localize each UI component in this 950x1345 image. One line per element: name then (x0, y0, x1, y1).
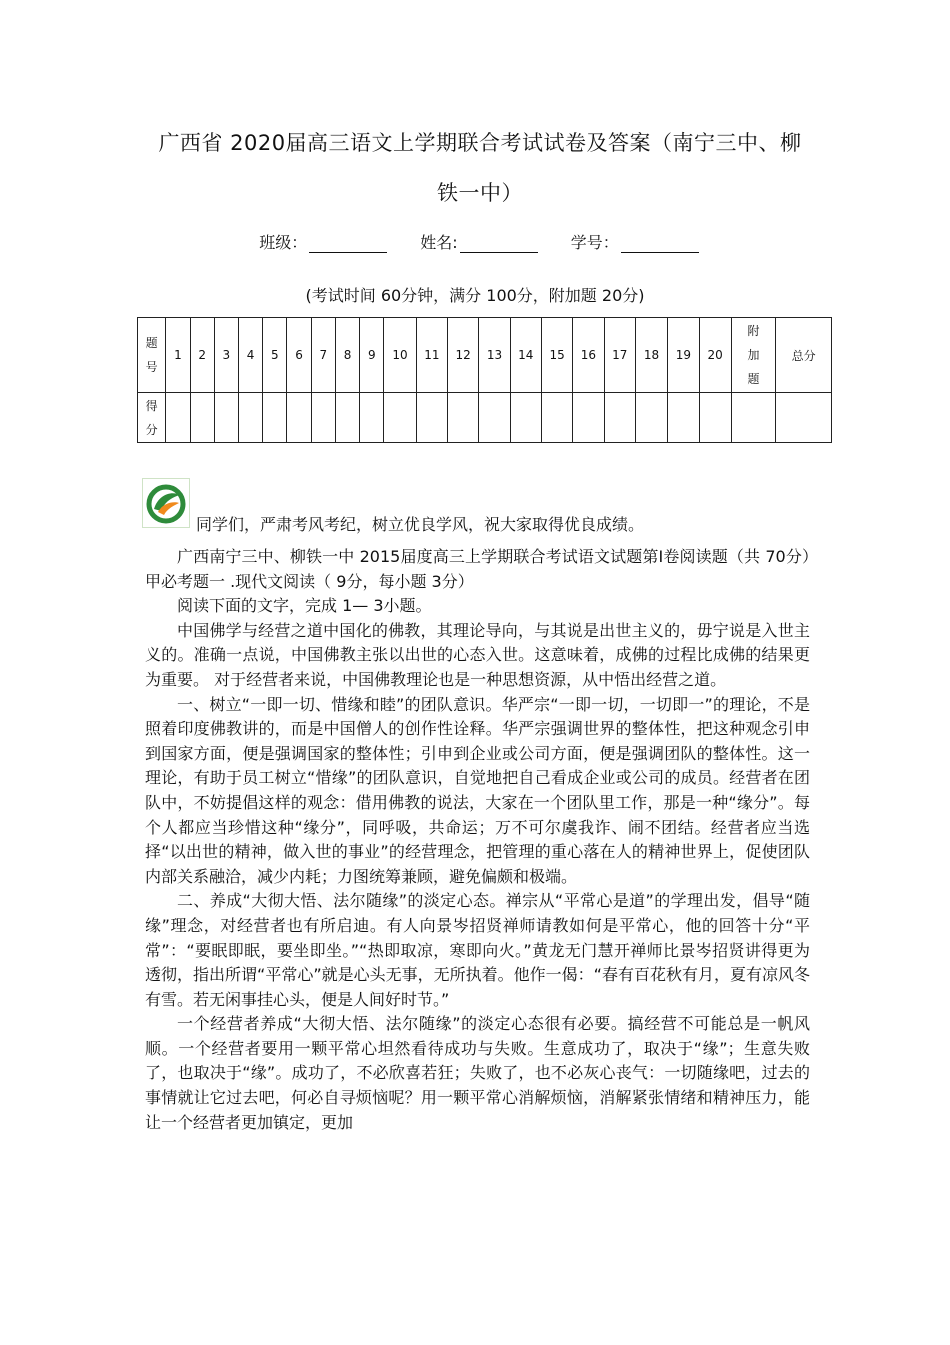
score-cell[interactable] (776, 393, 832, 443)
class-label: 班级： (259, 233, 308, 252)
page-title-line1: 广西省 2020届高三语文上学期联合考试试卷及答案（南宁三中、柳 (158, 131, 802, 155)
exam-time: (考试时间 60分钟，满分 100分，附加题 20分) (305, 286, 645, 305)
question-number: 20 (699, 318, 731, 393)
score-header-row (138, 318, 832, 393)
question-number: 6 (287, 318, 311, 393)
page-title-line2: 铁一中） (437, 181, 523, 205)
score-row-header: 得分 (138, 393, 166, 443)
name-blank[interactable] (460, 236, 538, 253)
score-cell[interactable] (311, 393, 335, 443)
question-number-header: 题号 (138, 318, 166, 393)
question-number: 1 (166, 318, 190, 393)
school-logo-icon (142, 478, 190, 528)
score-table (137, 317, 832, 443)
score-cell[interactable] (238, 393, 262, 443)
question-number: 13 (479, 318, 510, 393)
question-number: 4 (238, 318, 262, 393)
id-label: 学号： (570, 233, 619, 252)
paragraph: 一、树立“一即一切、惜缘和睦”的团队意识。华严宗“一即一切，一切即一”的理论，不是照着印度佛教讲的，而是中国僧人的创作性诠释。华严宗强调世界的整体性，把这种观念引申到国家方面，便是强调国家的整体性；引申到企业或公司方面，便是强调团队的整体性。这一理论，有助于员工树立“惜缘”的团队意识，自觉地把自己看成企业或公司的成员。经营者在团队中，不妨提倡这样的观念：借用佛教的说法，大家在一个团队里工作，那是一种“缘分”。每个人都应当珍惜这种“缘分”，同呼吸，共命运；万不可尔虞我诈、闹不团结。经营者应当选择“以出世的精神，做入世的事业”的经营理念，把管理的重心落在人的精神世界上，促使团队内部关系融洽，减少内耗；力图统筹兼顾，避免偏颇和极端。 (145, 694, 810, 886)
name-label: 姓名: (420, 233, 458, 252)
paragraph: 一个经营者养成“大彻大悟、法尔随缘”的淡定心态很有必要。搞经营不可能总是一帆风顺。一个经营者要用一颗平常心坦然看待成功与失败。生意成功了，取决于“缘”；生意失败了，也取决于“缘”。成功了，不必欣喜若狂；失败了，也不必灰心丧气：一切随缘吧，过去的事情就让它过去吧，何必自寻烦恼呢？用一颗平常心消解烦恼，消解紧张情绪和精神压力，能让一个经营者更加镇定，更加 (145, 1014, 810, 1132)
score-cell[interactable] (541, 393, 572, 443)
total-score-header: 总分 (776, 318, 832, 393)
score-cell[interactable] (668, 393, 699, 443)
class-blank[interactable] (309, 236, 387, 253)
score-cell[interactable] (335, 393, 359, 443)
score-cell[interactable] (731, 393, 775, 443)
extra-question-header: 附加题 (731, 318, 775, 393)
question-number: 3 (214, 318, 238, 393)
score-cell[interactable] (263, 393, 287, 443)
question-number: 16 (573, 318, 604, 393)
motto-text: 同学们，严肃考风考纪，树立优良学风，祝大家取得优良成绩。 (196, 515, 645, 534)
id-blank[interactable] (621, 236, 699, 253)
question-number: 9 (360, 318, 384, 393)
score-cell[interactable] (416, 393, 447, 443)
question-number: 14 (510, 318, 541, 393)
score-cell[interactable] (479, 393, 510, 443)
question-number: 19 (668, 318, 699, 393)
question-number: 2 (190, 318, 214, 393)
score-cell[interactable] (190, 393, 214, 443)
score-cell[interactable] (699, 393, 731, 443)
question-number: 15 (541, 318, 572, 393)
score-cell[interactable] (573, 393, 604, 443)
score-row (138, 393, 832, 443)
paragraph: 中国佛学与经营之道中国化的佛教，其理论导向，与其说是出世主义的，毋宁说是入世主义的。准确一点说，中国佛教主张以出世的心态入世。这意味着，成佛的过程比成佛的结果更为重要。 对于经营者来说，中国佛教理论也是一种思想资源，从中悟出经营之道。 (145, 620, 810, 689)
score-cell[interactable] (166, 393, 190, 443)
question-number: 7 (311, 318, 335, 393)
question-number: 17 (604, 318, 635, 393)
reading-passage (145, 545, 810, 1135)
score-cell[interactable] (360, 393, 384, 443)
score-cell[interactable] (214, 393, 238, 443)
paragraph: 二、养成“大彻大悟、法尔随缘”的淡定心态。禅宗从“平常心是道”的学理出发，倡导“随缘”理念，对经营者也有所启迪。有人向景岑招贤禅师请教如何是平常心，他的回答十分“平常”：“要眠即眠，要坐即坐。”“热即取凉，寒即向火。”黄龙无门慧开禅师比景岑招贤讲得更为透彻，指出所谓“平常心”就是心头无事，无所执着。他作一偈：“春有百花秋有月，夏有凉风冬有雪。若无闲事挂心头，便是人间好时节。” (145, 891, 810, 1009)
student-info (0, 230, 950, 253)
question-number: 5 (263, 318, 287, 393)
score-cell[interactable] (510, 393, 541, 443)
question-number: 18 (635, 318, 667, 393)
question-number: 10 (384, 318, 416, 393)
score-cell[interactable] (448, 393, 479, 443)
score-cell[interactable] (384, 393, 416, 443)
paragraph: 广西南宁三中、柳铁一中 2015届度高三上学期联合考试语文试题第Ⅰ卷阅读题（共 70分）甲必考题一 .现代文阅读（ 9分，每小题 3分） (145, 547, 810, 591)
question-number: 8 (335, 318, 359, 393)
score-cell[interactable] (287, 393, 311, 443)
paragraph: 阅读下面的文字，完成 1— 3小题。 (177, 596, 432, 616)
score-cell[interactable] (635, 393, 667, 443)
question-number: 12 (448, 318, 479, 393)
question-number: 11 (416, 318, 447, 393)
score-cell[interactable] (604, 393, 635, 443)
